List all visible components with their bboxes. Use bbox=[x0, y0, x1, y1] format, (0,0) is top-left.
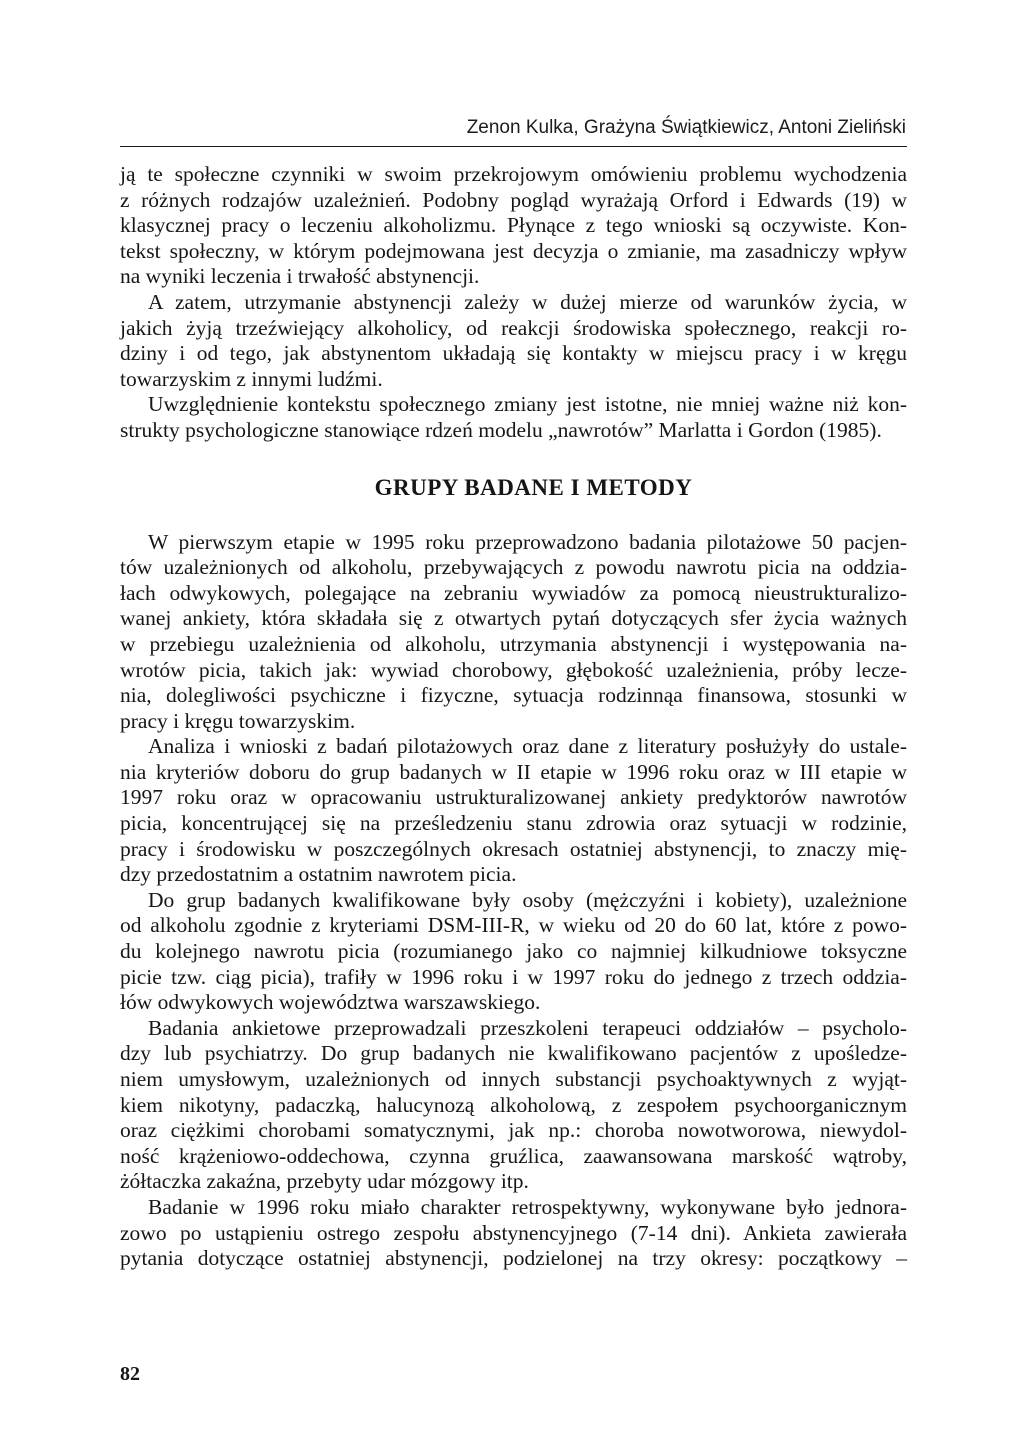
text-line: Analiza i wnioski z badań pilotażowych oraz dane z literatury posłużyły do ustale- bbox=[148, 734, 907, 759]
text-line: na wyniki leczenia i trwałość abstynencji. bbox=[120, 264, 480, 289]
text-line: zowo po ustąpieniu ostrego zespołu abstynencyjnego (7-14 dni). Ankieta zawierała bbox=[120, 1220, 907, 1245]
text-line: wrotów picia, takich jak: wywiad chorobowy, głębokość uzależnienia, próby lecze- bbox=[120, 657, 907, 682]
paragraph bbox=[120, 1016, 907, 1195]
text-line: pracy i środowisku w poszczególnych okresach ostatniej abstynencji, to znaczy mię- bbox=[120, 836, 907, 861]
text-line: ją te społeczne czynniki w swoim przekrojowym omówieniu problemu wychodzenia bbox=[120, 162, 907, 186]
text-line: dzy przedostatnim a ostatnim nawrotem picia. bbox=[120, 862, 517, 887]
text-line: nia, dolegliwości psychiczne i fizyczne, sytuacja rodzinnąa finansowa, stosunki w bbox=[120, 683, 907, 708]
section-heading: GRUPY BADANE I METODY bbox=[374, 474, 693, 500]
text-line: Badania ankietowe przeprowadzali przeszkoleni terapeuci oddziałów – psycholo- bbox=[148, 1015, 907, 1040]
text-line: du kolejnego nawrotu picia (rozumianego jako co najmniej kilkudniowe toksyczne bbox=[120, 939, 907, 964]
paragraph bbox=[120, 530, 907, 735]
text-line: pracy i kręgu towarzyskim. bbox=[120, 708, 356, 733]
text-line: ność krążeniowo-oddechowa, czynna gruźlica, zaawansowana marskość wątroby, bbox=[120, 1143, 907, 1168]
text-line: od alkoholu zgodnie z kryteriami DSM-III-R, w wieku od 20 do 60 lat, które z powo- bbox=[120, 913, 907, 938]
text-line: dziny i od tego, jak abstynentom układają się kontakty w miejscu pracy i w kręgu bbox=[120, 341, 907, 366]
body-text bbox=[120, 162, 907, 1272]
text-line: strukty psychologiczne stanowiące rdzeń modelu „nawrotów” Marlatta i Gordon (1985). bbox=[120, 417, 882, 442]
text-line: Uwzględnienie kontekstu społecznego zmiany jest istotne, nie mniej ważne niż kon- bbox=[148, 392, 907, 417]
text-line: A zatem, utrzymanie abstynencji zależy w dużej mierze od warunków życia, w bbox=[148, 289, 907, 314]
paragraph bbox=[120, 734, 907, 888]
paragraphs-after-section bbox=[120, 530, 907, 1272]
running-header: Zenon Kulka, Grażyna Świątkiewicz, Antoni Zieliński bbox=[466, 117, 906, 138]
text-line: W pierwszym etapie w 1995 roku przeprowadzono badania pilotażowe 50 pacjen- bbox=[148, 529, 907, 554]
text-line: kiem nikotyny, padaczką, halucynozą alkoholową, z zespołem psychoorganicznym bbox=[120, 1092, 907, 1117]
text-line: tekst społeczny, w którym podejmowana jest decyzja o zmianie, ma zasadniczy wpływ bbox=[120, 238, 907, 263]
page-number: 82 bbox=[120, 1363, 140, 1385]
paragraph bbox=[120, 290, 907, 392]
text-line: niem umysłowym, uzależnionych od innych substancji psychoaktywnych z wyjąt- bbox=[120, 1067, 907, 1091]
text-line: 1997 roku oraz w opracowaniu ustrukturalizowanej ankiety predyktorów nawrotów bbox=[120, 785, 907, 810]
text-line: towarzyskim z innymi ludźmi. bbox=[120, 366, 383, 391]
text-line: Badanie w 1996 roku miało charakter retrospektywny, wykonywane było jednora- bbox=[148, 1194, 907, 1219]
text-line: oraz ciężkimi chorobami somatycznymi, jak np.: choroba nowotworowa, niewydol- bbox=[120, 1118, 907, 1143]
header-rule bbox=[120, 146, 907, 147]
text-line: nia kryteriów doboru do grup badanych w II etapie w 1996 roku oraz w III etapie w bbox=[120, 759, 907, 784]
text-line: picia, koncentrującej się na prześledzeniu stanu zdrowia oraz sytuacji w rodzinie, bbox=[120, 811, 907, 836]
paragraph bbox=[120, 888, 907, 1016]
text-line: Do grup badanych kwalifikowane były osoby (mężczyźni i kobiety), uzależnione bbox=[148, 887, 907, 912]
paragraphs-before-section bbox=[120, 162, 907, 444]
text-line: łów odwykowych województwa warszawskiego. bbox=[120, 990, 541, 1015]
text-line: klasycznej pracy o leczeniu alkoholizmu. Płynące z tego wnioski są oczywiste. Kon- bbox=[120, 213, 907, 238]
text-line: dzy lub psychiatrzy. Do grup badanych nie kwalifikowano pacjentów z upośledze- bbox=[120, 1041, 907, 1066]
text-line: żółtaczka zakaźna, przebyty udar mózgowy itp. bbox=[120, 1169, 529, 1194]
text-line: pytania dotyczące ostatniej abstynencji, podzielonej na trzy okresy: początkowy – bbox=[120, 1246, 907, 1271]
text-line: z różnych rodzajów uzależnień. Podobny pogląd wyrażają Orford i Edwards (19) w bbox=[120, 187, 907, 212]
text-line: w przebiegu uzależnienia od alkoholu, utrzymania abstynencji i występowania na- bbox=[120, 631, 907, 656]
text-line: picie tzw. ciąg picia), trafiły w 1996 roku i w 1997 roku do jednego z trzech oddzia- bbox=[120, 964, 907, 989]
text-line: jakich żyją trzeźwiejący alkoholicy, od reakcji środowiska społecznego, reakcji ro- bbox=[120, 315, 907, 340]
paragraph bbox=[120, 1195, 907, 1272]
text-line: łach odwykowych, polegające na zebraniu wywiadów za pomocą nieustrukturalizo- bbox=[120, 580, 907, 605]
paragraph bbox=[120, 392, 907, 443]
paragraph bbox=[120, 162, 907, 290]
text-line: tów uzależnionych od alkoholu, przebywających z powodu nawrotu picia na oddzia- bbox=[120, 555, 907, 580]
text-line: wanej ankiety, która składała się z otwartych pytań dotyczących sfer życia ważnych bbox=[120, 606, 907, 631]
